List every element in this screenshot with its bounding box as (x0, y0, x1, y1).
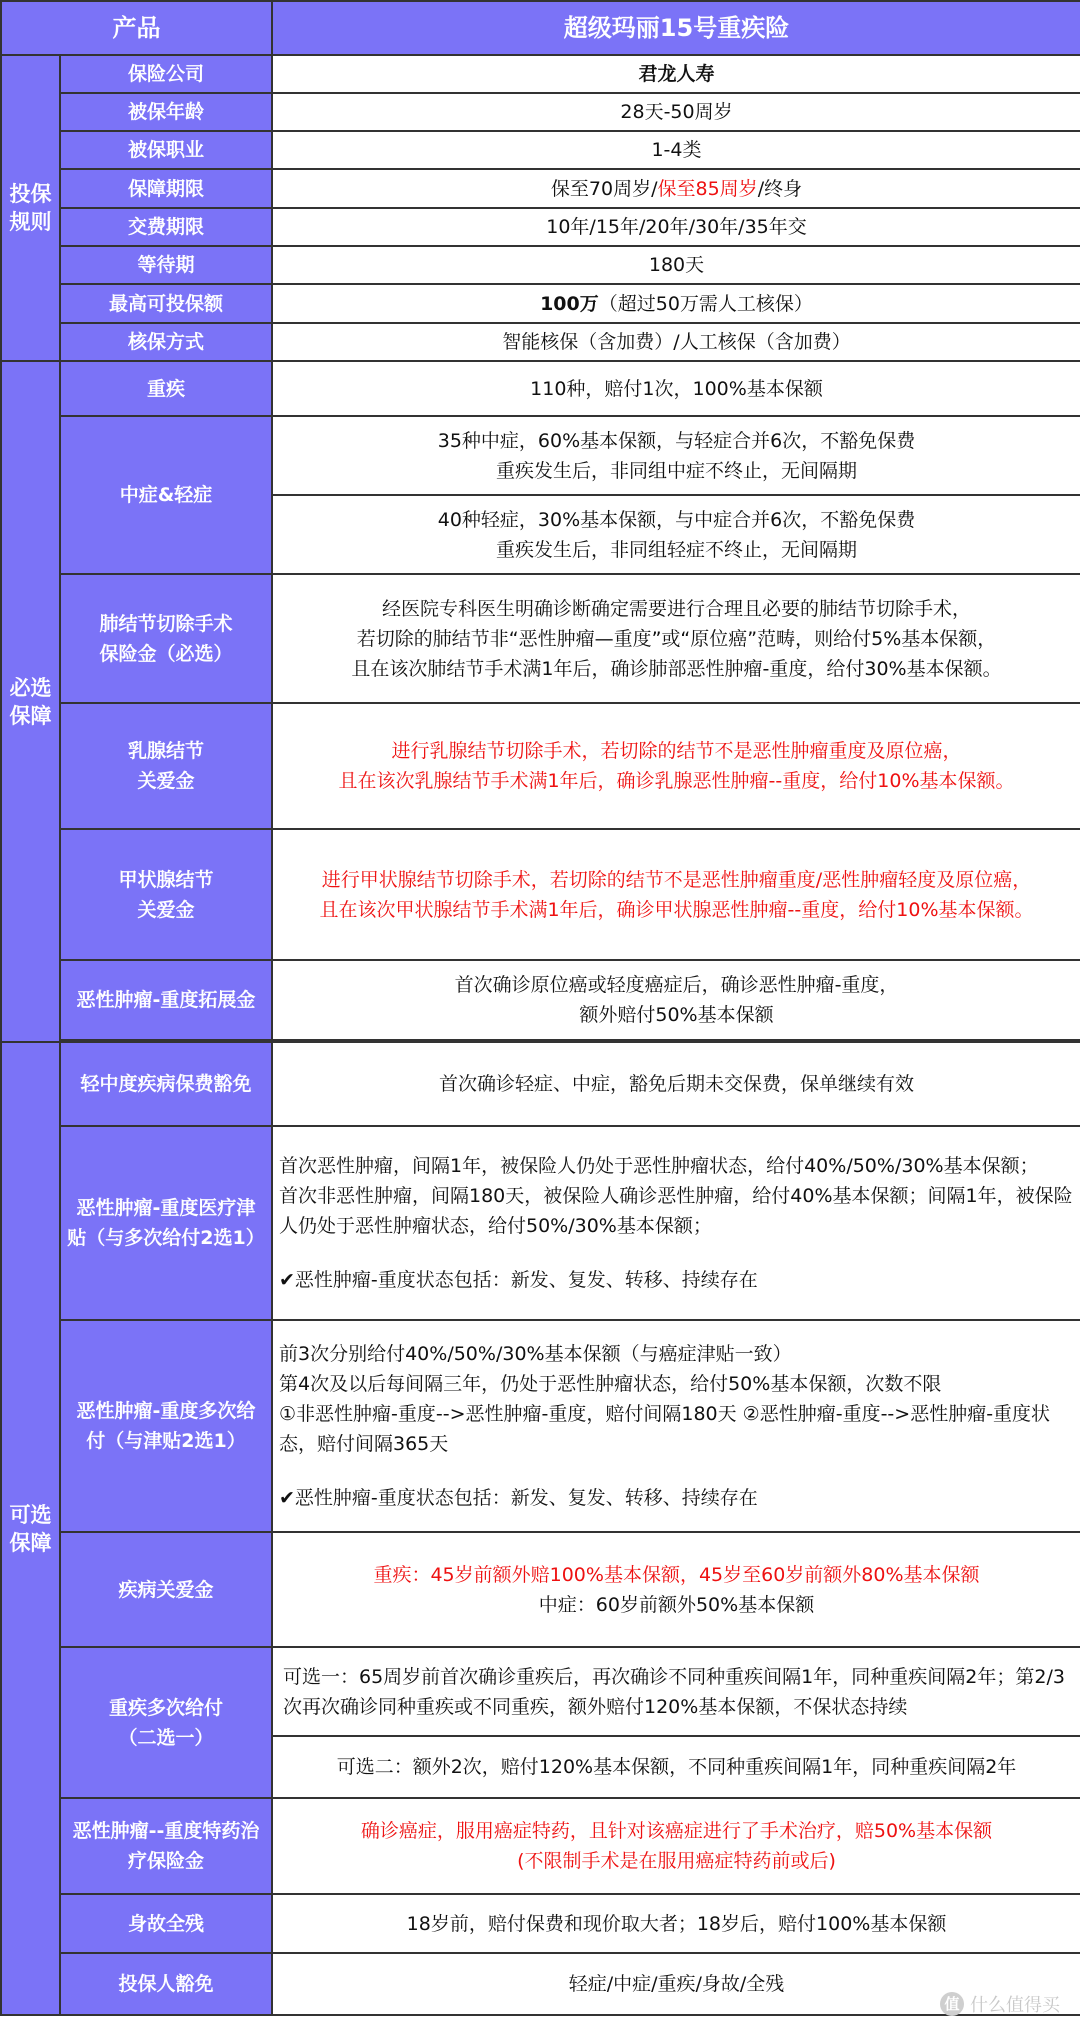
label-line: 重疾多次给付 (108, 1696, 223, 1719)
product-header: 产品 (1, 1, 272, 55)
table-row (1, 1320, 1080, 1532)
row-value: 110种，赔付1次，100%基本保额 (272, 361, 1080, 416)
row-label: 重疾 (60, 361, 272, 416)
row-value (272, 574, 1080, 703)
table-row (1, 361, 1080, 416)
product-name-header: 超级玛丽15号重疾险 (272, 1, 1080, 55)
label-line: 肺结节切除手术 (99, 612, 233, 635)
table-row (1, 1532, 1080, 1647)
category-rules (1, 55, 60, 361)
row-value (272, 416, 1080, 495)
row-label: 被保职业 (60, 131, 272, 169)
watermark (940, 1991, 1060, 2017)
value-line: 若切除的肺结节非“恶性肿瘤—重度”或“原位癌”范畴，则给付5%基本保额， (356, 627, 997, 650)
value-line: 首次确诊原位癌或轻度癌症后，确诊恶性肿瘤-重度， (454, 974, 899, 996)
row-label: 投保人豁免 (60, 1953, 272, 2015)
label-line: 疗保险金 (127, 1850, 204, 1872)
row-value: 10年/15年/20年/30年/35年交 (272, 208, 1080, 246)
row-label (60, 1798, 272, 1894)
row-value: 可选一：65周岁前首次确诊重疾后，再次确诊不同种重疾间隔1年，同种重疾间隔2年；第2/3次再次确诊同种重疾或不同重疾，额外赔付120%基本保额，不保状态持续 (272, 1647, 1080, 1736)
row-value (272, 1532, 1080, 1647)
row-value: 君龙人寿 (272, 55, 1080, 93)
header-row (1, 1, 1080, 55)
table-row (1, 55, 1080, 93)
category-label: 投保规则 (9, 182, 52, 234)
row-label: 保障期限 (60, 169, 272, 208)
table-row (1, 1798, 1080, 1894)
row-label (60, 1647, 272, 1798)
table-row (1, 829, 1080, 960)
row-value: 可选二：额外2次，赔付120%基本保额，不同种重疾间隔1年，同种重疾间隔2年 (272, 1736, 1080, 1798)
row-label: 疾病关爱金 (60, 1532, 272, 1647)
row-label: 被保年龄 (60, 93, 272, 131)
value-line: ①非恶性肿瘤-重度-->恶性肿瘤-重度，赔付间隔180天 ②恶性肿瘤-重度-->恶性肿瘤-重度状态，赔付间隔365天 (279, 1403, 1051, 1455)
table-row (1, 574, 1080, 703)
value-line: 前3次分别给付40%/50%/30%基本保额（与癌症津贴一致） (279, 1343, 792, 1365)
row-value (272, 1798, 1080, 1894)
row-label: 恶性肿瘤-重度拓展金 (60, 960, 272, 1040)
row-value: 18岁前，赔付保费和现价取大者；18岁后，赔付100%基本保额 (272, 1894, 1080, 1953)
watermark-text: 什么值得买 (970, 1995, 1060, 2016)
label-line: 恶性肿瘤-重度多次给 (76, 1400, 256, 1422)
label-line: 关爱金 (137, 770, 195, 792)
row-value (272, 1320, 1080, 1532)
value-line: 中症：60岁前额外50%基本保额 (538, 1593, 815, 1616)
value-line: 经医院专科医生明确诊断确定需要进行合理且必要的肺结节切除手术， (381, 597, 971, 620)
row-value (272, 829, 1080, 960)
value-note: ✔恶性肿瘤-重度状态包括：新发、复发、转移、持续存在 (279, 1269, 758, 1291)
row-value: 轻症/中症/重疾/身故/全残 (272, 1953, 1080, 2015)
row-label: 交费期限 (60, 208, 272, 246)
row-value (272, 703, 1080, 829)
label-line: 保险金（必选） (99, 642, 233, 665)
row-label: 保险公司 (60, 55, 272, 93)
row-label: 轻中度疾病保费豁免 (60, 1042, 272, 1126)
table-row (1, 1894, 1080, 1953)
row-value (272, 169, 1080, 208)
watermark-logo-icon: 值 (940, 1992, 964, 2016)
row-label (60, 574, 272, 703)
table-row (1, 169, 1080, 208)
table-row (1, 323, 1080, 361)
table-row (1, 1647, 1080, 1736)
category-optional (1, 1042, 60, 2015)
row-label (60, 1126, 272, 1320)
table-row (1, 93, 1080, 131)
value-line: 额外赔付50%基本保额 (579, 1004, 774, 1026)
table-row (1, 246, 1080, 284)
row-value: 180天 (272, 246, 1080, 284)
category-label: 必选保障 (9, 675, 52, 728)
value-line: 第4次及以后每间隔三年，仍处于恶性肿瘤状态，给付50%基本保额，次数不限 (279, 1373, 942, 1395)
table-row (1, 416, 1080, 495)
label-line: 甲状腺结节 (118, 868, 214, 891)
value-line: 重疾发生后，非同组轻症不终止，无间隔期 (495, 538, 857, 561)
value-part: /终身 (757, 177, 803, 200)
table-row (1, 1953, 1080, 2015)
value-highlight: 保至85周岁 (657, 177, 758, 200)
value-note: ✔恶性肿瘤-重度状态包括：新发、复发、转移、持续存在 (279, 1487, 758, 1509)
value-line: 40种轻症，30%基本保额，与中症合并6次，不豁免保费 (437, 508, 916, 531)
row-value: 28天-50周岁 (272, 93, 1080, 131)
value-line: 进行乳腺结节切除手术，若切除的结节不是恶性肿瘤重度及原位癌， (391, 740, 962, 762)
label-line: 关爱金 (137, 898, 195, 921)
value-line: 首次恶性肿瘤，间隔1年，被保险人仍处于恶性肿瘤状态，给付40%/50%/30%基本保额； (279, 1155, 1039, 1177)
value-part: 保至70周岁/ (550, 177, 658, 200)
table-row (1, 131, 1080, 169)
row-value: 1-4类 (272, 131, 1080, 169)
value-line: 且在该次肺结节手术满1年后，确诊肺部恶性肿瘤-重度，给付30%基本保额。 (351, 657, 1002, 680)
label-line: 恶性肿瘤--重度特药治 (72, 1820, 260, 1842)
row-value: 首次确诊轻症、中症，豁免后期未交保费，保单继续有效 (272, 1042, 1080, 1126)
row-label (60, 829, 272, 960)
value-line: 首次非恶性肿瘤，间隔180天，被保险人确诊恶性肿瘤，给付40%基本保额；间隔1年，被保险人仍处于恶性肿瘤状态，给付50%/30%基本保额； (279, 1185, 1073, 1237)
label-line: 恶性肿瘤-重度医疗津 (76, 1197, 256, 1219)
row-label: 最高可投保额 (60, 284, 272, 323)
row-label: 中症&轻症 (60, 416, 272, 574)
row-label (60, 1320, 272, 1532)
row-value: 智能核保（含加费）/人工核保（含加费） (272, 323, 1080, 361)
row-label: 等待期 (60, 246, 272, 284)
value-line: 进行甲状腺结节切除手术，若切除的结节不是恶性肿瘤重度/恶性肿瘤轻度及原位癌， (321, 868, 1032, 891)
row-value (272, 1126, 1080, 1320)
value-line: (不限制手术是在服用癌症特药前或后) (517, 1850, 836, 1872)
table-row (1, 284, 1080, 323)
value-part: （超过50万需人工核保） (598, 292, 813, 315)
category-mandatory (1, 361, 60, 1042)
value-line: 且在该次甲状腺结节手术满1年后，确诊甲状腺恶性肿瘤--重度，给付10%基本保额。 (319, 898, 1034, 921)
value-line: 且在该次乳腺结节手术满1年后，确诊乳腺恶性肿瘤--重度，给付10%基本保额。 (338, 770, 1015, 792)
row-value (272, 284, 1080, 323)
value-line: 35种中症，60%基本保额，与轻症合并6次，不豁免保费 (437, 429, 916, 452)
label-line: （二选一） (118, 1726, 214, 1749)
value-line: 重疾发生后，非同组中症不终止，无间隔期 (495, 459, 857, 482)
value-bold: 100万 (540, 292, 599, 315)
row-label: 核保方式 (60, 323, 272, 361)
label-line: 付（与津贴2选1） (86, 1430, 246, 1452)
value-line: 重疾：45岁前额外赔100%基本保额，45岁至60岁前额外80%基本保额 (373, 1563, 980, 1586)
table-row (1, 960, 1080, 1040)
table-row (1, 703, 1080, 829)
table-row (1, 1042, 1080, 1126)
table-row (1, 1126, 1080, 1320)
value-line: 确诊癌症，服用癌症特药，且针对该癌症进行了手术治疗，赔50%基本保额 (360, 1820, 993, 1842)
label-line: 贴（与多次给付2选1） (67, 1227, 265, 1249)
label-line: 乳腺结节 (127, 740, 204, 762)
row-value (272, 495, 1080, 574)
table-row (1, 208, 1080, 246)
row-value (272, 960, 1080, 1040)
row-label: 身故全残 (60, 1894, 272, 1953)
category-label: 可选保障 (9, 1502, 52, 1555)
row-label (60, 703, 272, 829)
